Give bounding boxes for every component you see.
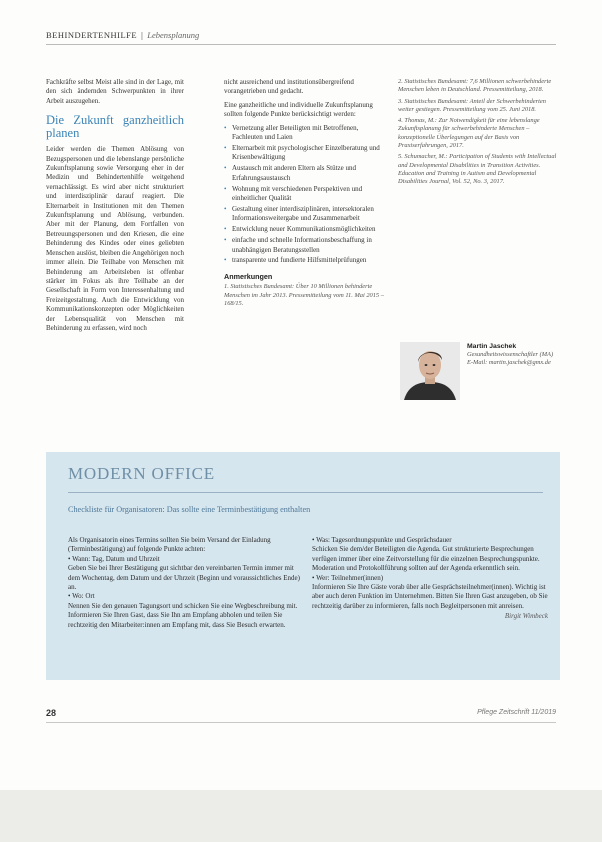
modern-office-box bbox=[46, 452, 560, 680]
list-item: • Entwicklung neuer Kommunikationsmöglichkeiten bbox=[224, 225, 386, 234]
references-column bbox=[398, 78, 558, 190]
list-item: • transparente und fundierte Hilfsmittelprüfungen bbox=[224, 256, 386, 265]
box-paragraph: Geben Sie bei Ihrer Bestätigung gut sichtbar den vereinbarten Termin immer mit dem Wochentag, dem Datum und der Uhrzeit (Beginn und voraussichtliches Ende) an. bbox=[68, 564, 300, 592]
box-paragraph: Nennen Sie den genauen Tagungsort und schicken Sie eine Wegbeschreibung mit. Informieren Sie Ihren Gast, dass Sie Ihn am Empfang abholen und teilen Sie rechtzeitig den Mitarbeiter:innen am Empfang mit, dass Sie Besuch erwarten. bbox=[68, 601, 298, 629]
magazine-name: Pflege Zeitschrift 11/2019 bbox=[477, 709, 556, 716]
box-paragraph: • Wann: Tag, Datum und Uhrzeit bbox=[68, 554, 160, 563]
author-name: Martin Jaschek bbox=[467, 343, 517, 350]
article-column-2 bbox=[224, 78, 386, 308]
list-item: • Austausch mit anderen Eltern als Stütze und Erfahrungsaustausch bbox=[224, 164, 386, 183]
author-photo bbox=[400, 342, 460, 400]
reference-item: 5. Schumacher, M.: Participation of Students with Intellectual and Developmental Disabilities in Transition Activities. Education and Training in Autism and Developmental Disabilities Journal, Vol. 52, No. 3, 2017. bbox=[398, 153, 557, 186]
col1-body: Leider werden die Themen Ablösung von Bezugspersonen und die lebenslange persönliche Zukunftsplanung sowie Versorgung eher in der Medizin und Behindertenhilfe weitgehend vernachlässigt. Es wird aber nicht strukturiert und interdisziplinär darauf reagiert. Die Elternarbeit in Institutionen mit den Themen Zukunftsplanung und Ablösung, verbunden. Aber mit der Planung, dem Fortfallen von Betreuungspersonen und den Kriesen, die eine Behinderung des Kindes oder eines geliebten Menschen auslöst, bleiben die Angehörigen noch immer allein. Die Teilhabe von Menschen mit Behinderung am Arbeitsleben ist offenbar stärker im Fokus als ihre Teilhabe an der Gesellschaft in Form von Interessenhaltung und Freizeitgestaltung. Auch die Entwicklung von Kommunikationskonzepten oder Möglichkeiten der Lebensqualität von Menschen mit Behinderung zu erfassen, wird noch bbox=[46, 145, 184, 332]
notes-title: Anmerkungen bbox=[224, 271, 273, 281]
col2-intro: nicht ausreichend und institutionsübergreifend vorangetrieben und gedacht. bbox=[224, 78, 354, 96]
box-paragraph: • Wer: Teilnehmer(innen) bbox=[312, 573, 384, 582]
reference-item: 2. Statistisches Bundesamt: 7,6 Millionen schwerbehinderte Menschen leben in Deutschland. Pressemitteilung, 2018. bbox=[398, 78, 552, 94]
list-item: • Wohnung mit verschiedenen Perspektiven und einheitlicher Qualität bbox=[224, 185, 386, 204]
box-paragraph: • Was: Tagesordnungspunkte und Gesprächsdauer bbox=[312, 536, 452, 544]
box-subtitle: Checkliste für Organisatoren: Das sollte eine Terminbestätigung enthalten bbox=[68, 505, 311, 514]
scan-margin bbox=[0, 790, 602, 842]
section-heading: Die Zukunft ganzheitlich planen bbox=[46, 113, 184, 141]
box-paragraph: Schicken Sie dem/der Beteiligten die Agenda. Gut strukturierte Besprechungen verfügen immer über eine Zeitvorstellung für die einzelnen Besprechungspunkte. Moderation und Protokollführung sollten auf der Agenda erkenntlich sein. bbox=[312, 545, 540, 573]
box-rule bbox=[68, 492, 543, 493]
reference-item: 3. Statistisches Bundesamt: Anteil der Schwerbehinderten weiter gestiegen. Pressemitteilung vom 25. Juni 2018. bbox=[398, 97, 546, 113]
col1-intro: Fachkräfte selbst Meist alle sind in der Lage, mit den sich ändernden Schwerpunkten in ihrer Arbeit auszugehen. bbox=[46, 78, 184, 105]
section-label: BEHINDERTENHILFE bbox=[46, 30, 138, 40]
list-item: • einfache und schnelle Informationsbeschaffung in unabhängigen Beratungsstellen bbox=[224, 236, 386, 255]
header-rule bbox=[46, 44, 556, 45]
box-paragraph: Informieren Sie Ihre Gäste vorab über alle Gesprächsteilnehmer(innen). Wichtig ist aber auch deren Funktion im Unternehmen. Bitten Sie Ihren Gast anzugeben, ob Sie rechtzeitig darüber zu informieren, falls noch Begleitpersonen mit anreisen. bbox=[312, 583, 548, 610]
box-title: MODERN OFFICE bbox=[68, 464, 215, 483]
planning-list bbox=[224, 124, 386, 266]
page-number: 28 bbox=[46, 708, 57, 718]
footer-rule bbox=[46, 722, 556, 723]
col2-lead: Eine ganzheitliche und individuelle Zukunftsplanung sollten folgende Punkte berücksichtigt werden: bbox=[224, 100, 373, 119]
box-column-right bbox=[312, 536, 548, 622]
box-paragraph: Als Organisatorin eines Termins sollten Sie beim Versand der Einladung (Terminbestätigung) auf folgende Punkte achten: bbox=[68, 536, 271, 554]
list-item: • Elternarbeit mit psychologischer Einzelberatung und Krisenbewältigung bbox=[224, 144, 386, 163]
box-signature: Birgit Wimbeck bbox=[504, 612, 548, 621]
box-paragraph: • Wo: Ort bbox=[68, 592, 95, 601]
list-item: • Gestaltung einer interdisziplinären, intersektoralen Informationsweitergabe und Zusammenarbeit bbox=[224, 205, 386, 224]
box-column-left bbox=[68, 536, 304, 630]
subsection-label: Lebensplanung bbox=[147, 30, 200, 40]
article-column-1 bbox=[46, 78, 184, 337]
list-item: • Vernetzung aller Beteiligten mit Betroffenen, Fachleuten und Laien bbox=[224, 124, 386, 143]
author-info: Gesundheitswissenschaftler (MA) E-Mail: martin.jaschek@gmx.de bbox=[467, 351, 554, 366]
reference-item: 4. Thomas, M.: Zur Notwendigkeit für eine lebenslange Zukunftsplanung für schwerbehinderte Menschen – konzeptionelle Überlegungen auf der Basis von Praxiserfahrungen, 2017. bbox=[398, 117, 540, 150]
running-head: BEHINDERTENHILFE | Lebensplanung bbox=[46, 30, 200, 40]
footnote: 1. Statistisches Bundesamt: Über 10 Millionen behinderte Menschen im Jahr 2013. Pressemitteilung vom 11. Mai 2015 – 168/15. bbox=[224, 283, 384, 307]
author-box bbox=[467, 343, 559, 367]
portrait-image bbox=[400, 342, 460, 400]
